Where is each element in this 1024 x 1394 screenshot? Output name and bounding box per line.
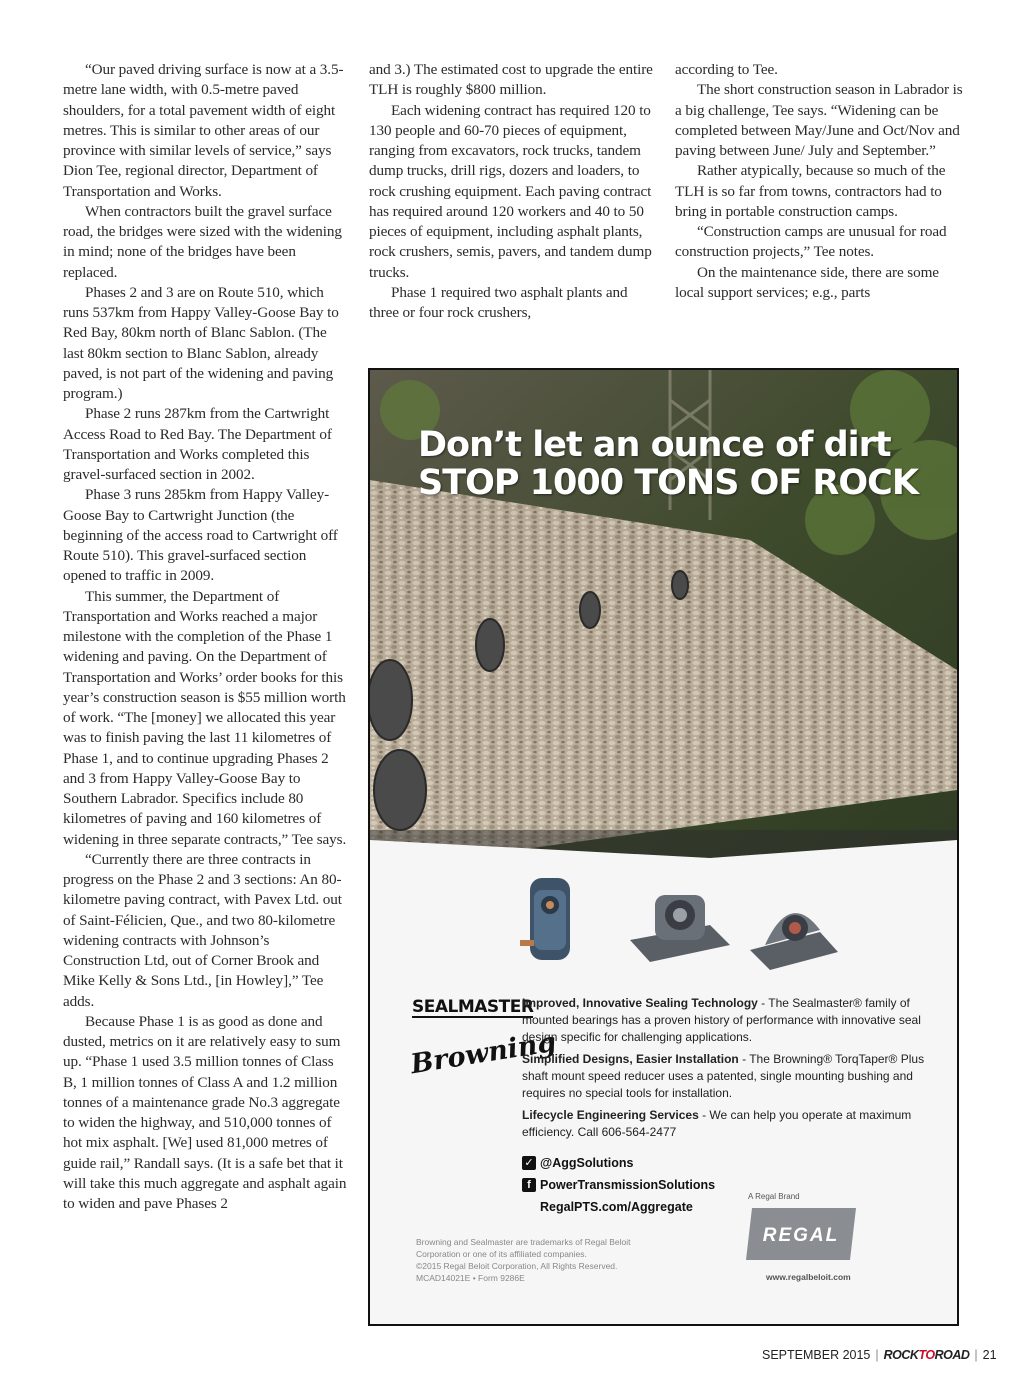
feature-text: We can help you operate at maximum efficiency. Call 606-564-2477 (522, 1108, 912, 1140)
regal-brand-tag: A Regal Brand (748, 1192, 800, 1201)
facebook-icon: f (522, 1178, 536, 1192)
paragraph: Phase 1 required two asphalt plants and three or four rock crushers, (369, 283, 628, 321)
paragraph: Phase 2 runs 287km from the Cartwright Access Road to Red Bay. The Department of Transportation and Works completed this gravel-surfaced section in 2002. (63, 405, 332, 483)
footer-separator: | (974, 1348, 978, 1362)
magazine-logo (884, 1348, 970, 1362)
regal-advertisement[interactable] (368, 368, 959, 1326)
paragraph: Because Phase 1 is as good as done and dusted, metrics on it are relatively easy to sum up. “Phase 1 used 3.5 million tonnes of Class B, 1 million tonnes of Class A and 1.2 million tonnes of a maintenance grade No.3 aggregate to widen the highway, and 510,000 tonnes of hot mix asphalt. [We] used 81,000 metres of guide rail,” Randall says. (It is a safe bet that it will take this much aggregate and asphalt again to widen and pave Phases 2 (63, 1012, 347, 1212)
article-column-middle (369, 60, 659, 323)
paragraph: Each widening contract has required 120 to 130 people and 60-70 pieces of equipment, ranging from excavators, rock trucks, tandem dump trucks, drill rigs, dozers and loaders, to rock crushing equipment. Each paving contract has required around 120 workers and 40 to 50 pieces of equipment, including asphalt plants, rock crushers, semis, pavers, and tandem dump trucks. (369, 101, 652, 281)
feature-title: Lifecycle Engineering Services (522, 1108, 699, 1122)
disclaimer-line: ©2015 Regal Beloit Corporation, All Rights Reserved. (416, 1261, 618, 1271)
disclaimer-line: Browning and Sealmaster are trademarks of Regal Beloit (416, 1237, 631, 1247)
disclaimer-line: Corporation or one of its affiliated companies. (416, 1249, 587, 1259)
twitter-icon: ✓ (522, 1156, 536, 1170)
feature-title: Simplified Designs, Easier Installation (522, 1052, 739, 1066)
paragraph: When contractors built the gravel surface road, the bridges were sized with the widening in mind; none of the bridges have been replaced. (63, 202, 342, 281)
ad-disclaimer (416, 1236, 676, 1284)
logo-rock: ROCK (883, 1348, 919, 1362)
twitter-handle: @AggSolutions (540, 1156, 634, 1170)
website-link[interactable] (540, 1200, 693, 1214)
facebook-handle: PowerTransmissionSolutions (540, 1178, 716, 1192)
paragraph: according to Tee. (675, 61, 778, 78)
bearing-unit-icon (750, 913, 838, 970)
article-column-right (675, 60, 965, 303)
ad-feature-sealing: Improved, Innovative Sealing Technology - The Sealmaster® family of mounted bearings has a proven history of performance with innovative seal design specific for challenging applications. (522, 996, 921, 1045)
article-column-left (63, 60, 349, 1214)
logo-road: ROAD (934, 1348, 970, 1362)
logo-to: TO (918, 1348, 935, 1362)
speed-reducer-icon (520, 878, 570, 960)
feature-text: The Sealmaster® family of mounted bearings has a proven history of performance with innovative seal design specific for challenging applications. (522, 996, 921, 1045)
page-footer (762, 1348, 997, 1362)
page-number: 21 (982, 1348, 997, 1362)
ad-headline-line-2: STOP 1000 TONS OF ROCK (418, 463, 918, 503)
ad-headline-line-1: Don’t let an ounce of dirt (418, 425, 891, 465)
facebook-link[interactable] (522, 1178, 715, 1192)
paragraph: “Our paved driving surface is now at a 3.5-metre lane width, with 0.5-metre paved shoulders, for a total pavement width of eight metres. This is similar to other areas of our province with similar levels of service,” says Dion Tee, regional director, Department of Transportation and Works. (63, 61, 344, 200)
product-images (520, 870, 840, 975)
feature-title: Improved, Innovative Sealing Technology (522, 996, 758, 1010)
regal-website[interactable]: www.regalbeloit.com (766, 1272, 851, 1282)
browning-logo: Browning (408, 1026, 559, 1081)
regal-logo (746, 1208, 856, 1260)
ad-headline (418, 426, 938, 502)
paragraph: This summer, the Department of Transportation and Works reached a major milestone with the completion of the Phase 1 widening and paving. On the Department of Transportation and Works’ order books for this year’s construction season is $55 million worth of work. “The [money] we allocated this year was to finish paving the last 11 kilometres of Phase 1, and to continue upgrading Phases 2 and 3 from Happy Valley-Goose Bay to Southern Labrador. Specifics include 80 kilometres of paving and 160 kilometres of widening in three separate contracts,” Tee says. (63, 587, 347, 848)
paragraph: Phase 3 runs 285km from Happy Valley-Goose Bay to Cartwright Junction (the beginning of the access road to Cartwright off Route 510). This gravel-surfaced section opened to traffic in 2009. (63, 486, 338, 585)
paragraph: On the maintenance side, there are some local support services; e.g., parts (675, 263, 939, 301)
paragraph: “Construction camps are unusual for road construction projects,” Tee notes. (675, 223, 947, 261)
paragraph: and 3.) The estimated cost to upgrade the entire TLH is roughly $800 million. (369, 61, 653, 99)
ad-feature-lifecycle: Lifecycle Engineering Services - We can help you operate at maximum efficiency. Call 606-564-2477 (522, 1108, 912, 1140)
paragraph: The short construction season in Labrador is a big challenge, Tee says. “Widening can be completed between May/June and Oct/Nov and paving between June/ July and September.” (675, 81, 963, 159)
sealmaster-logo: SEALMASTER (412, 997, 534, 1017)
regal-logo-text: REGAL (762, 1225, 840, 1246)
paragraph: “Currently there are three contracts in progress on the Phase 2 and 3 sections: An 80-kilometre paving contract, with Pavex Ltd. out of Saint-Félicien, Que., and two 80-kilometre widening contracts with Johnson’s Construction Ltd, out of Corner Brook and Mike Kelly & Sons Ltd., [in Howley],” Tee adds. (63, 850, 342, 1010)
paragraph: Phases 2 and 3 are on Route 510, which runs 537km from Happy Valley-Goose Bay to Red Bay, 80km north of Blanc Sablon. (The last 80km section to Blanc Sablon, already paved, is not part of the widening and paving program.) (63, 283, 339, 402)
ad-feature-installation: Simplified Designs, Easier Installation - The Browning® TorqTaper® Plus shaft mount speed reducer uses a patented, single mounting bushing and requires no special tools for installation. (522, 1052, 925, 1101)
disclaimer-line: MCAD14021E • Form 9286E (416, 1273, 525, 1283)
pillow-block-bearing-icon (630, 895, 730, 962)
issue-date: SEPTEMBER 2015 (762, 1348, 871, 1362)
footer-separator: | (875, 1348, 879, 1362)
twitter-link[interactable] (522, 1156, 633, 1170)
website-url: RegalPTS.com/Aggregate (540, 1200, 693, 1214)
feature-text: The Browning® TorqTaper® Plus shaft mount speed reducer uses a patented, single mounting bushing and requires no special tools for installation. (522, 1052, 925, 1101)
paragraph: Rather atypically, because so much of the TLH is so far from towns, contractors had to bring in portable construction camps. (675, 162, 946, 220)
